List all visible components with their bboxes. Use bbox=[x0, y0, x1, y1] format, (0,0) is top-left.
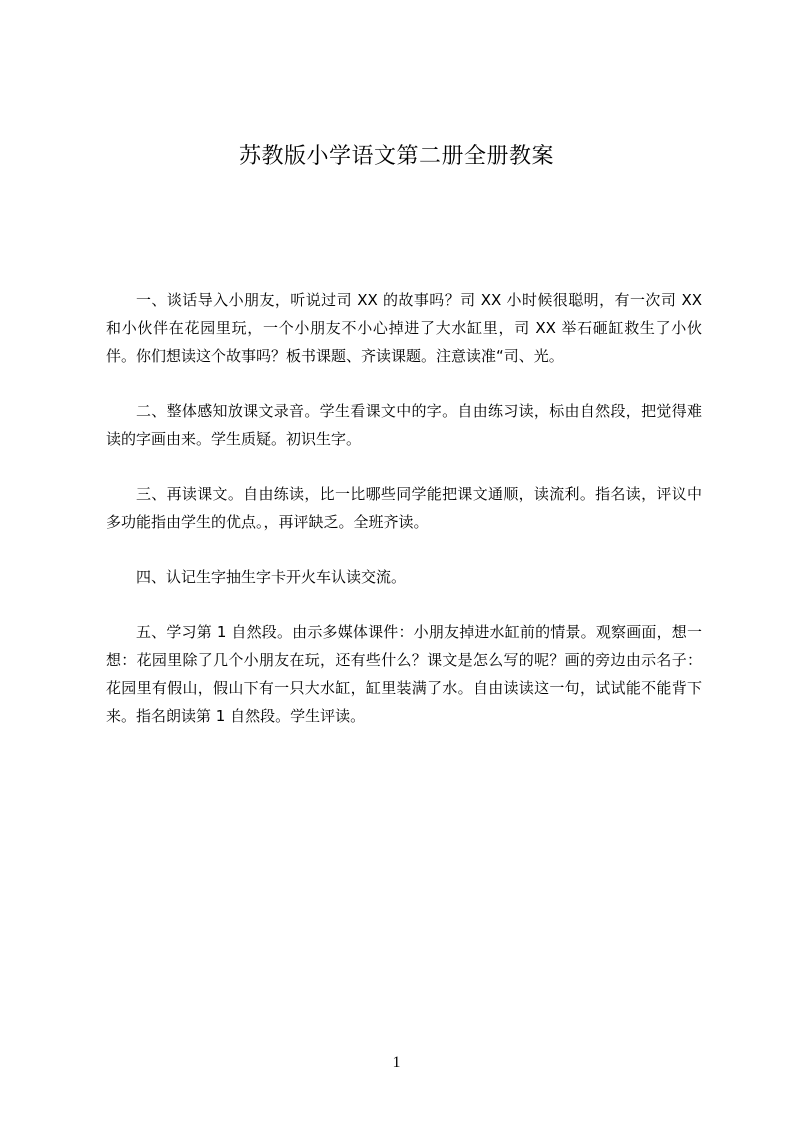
document-title: 苏教版小学语文第二册全册教案 bbox=[238, 144, 554, 169]
paragraph-2: 二、整体感知放课文录音。学生看课文中的字。自由练习读，标由自然段，把觉得难读的字画由来。学生质疑。初识生字。 bbox=[106, 402, 702, 448]
paragraph-4: 四、认记生字抽生字卡开火车认读交流。 bbox=[136, 568, 407, 586]
page-number: 1 bbox=[392, 1054, 401, 1071]
paragraph-3: 三、再读课文。自由练读，比一比哪些同学能把课文通顺，读流利。指名读，评议中多功能指由学生的优点。，再评缺乏。全班齐读。 bbox=[106, 485, 702, 531]
document-body bbox=[106, 286, 702, 757]
paragraph-5: 五、学习第 1 自然段。由示多媒体课件：小朋友掉进水缸前的情景。观察画面，想一想：花园里除了几个小朋友在玩，还有些什么？课文是怎么写的呢？画的旁边由示名子：花园里有假山，假山下有一只大水缸，缸里装满了水。自由读读这一句，试试能不能背下来。指名朗读第 1 自然段。学生评读。 bbox=[106, 623, 702, 725]
paragraph-1: 一、谈话导入小朋友，听说过司 XX 的故事吗？司 XX 小时候很聪明，有一次司 XX 和小伙伴在花园里玩，一个小朋友不小心掉进了大水缸里，司 XX 举石砸缸救生了小伙伴。你们想读这个故事吗？板书课题、齐读课题。注意读准“司、光。 bbox=[106, 291, 702, 365]
